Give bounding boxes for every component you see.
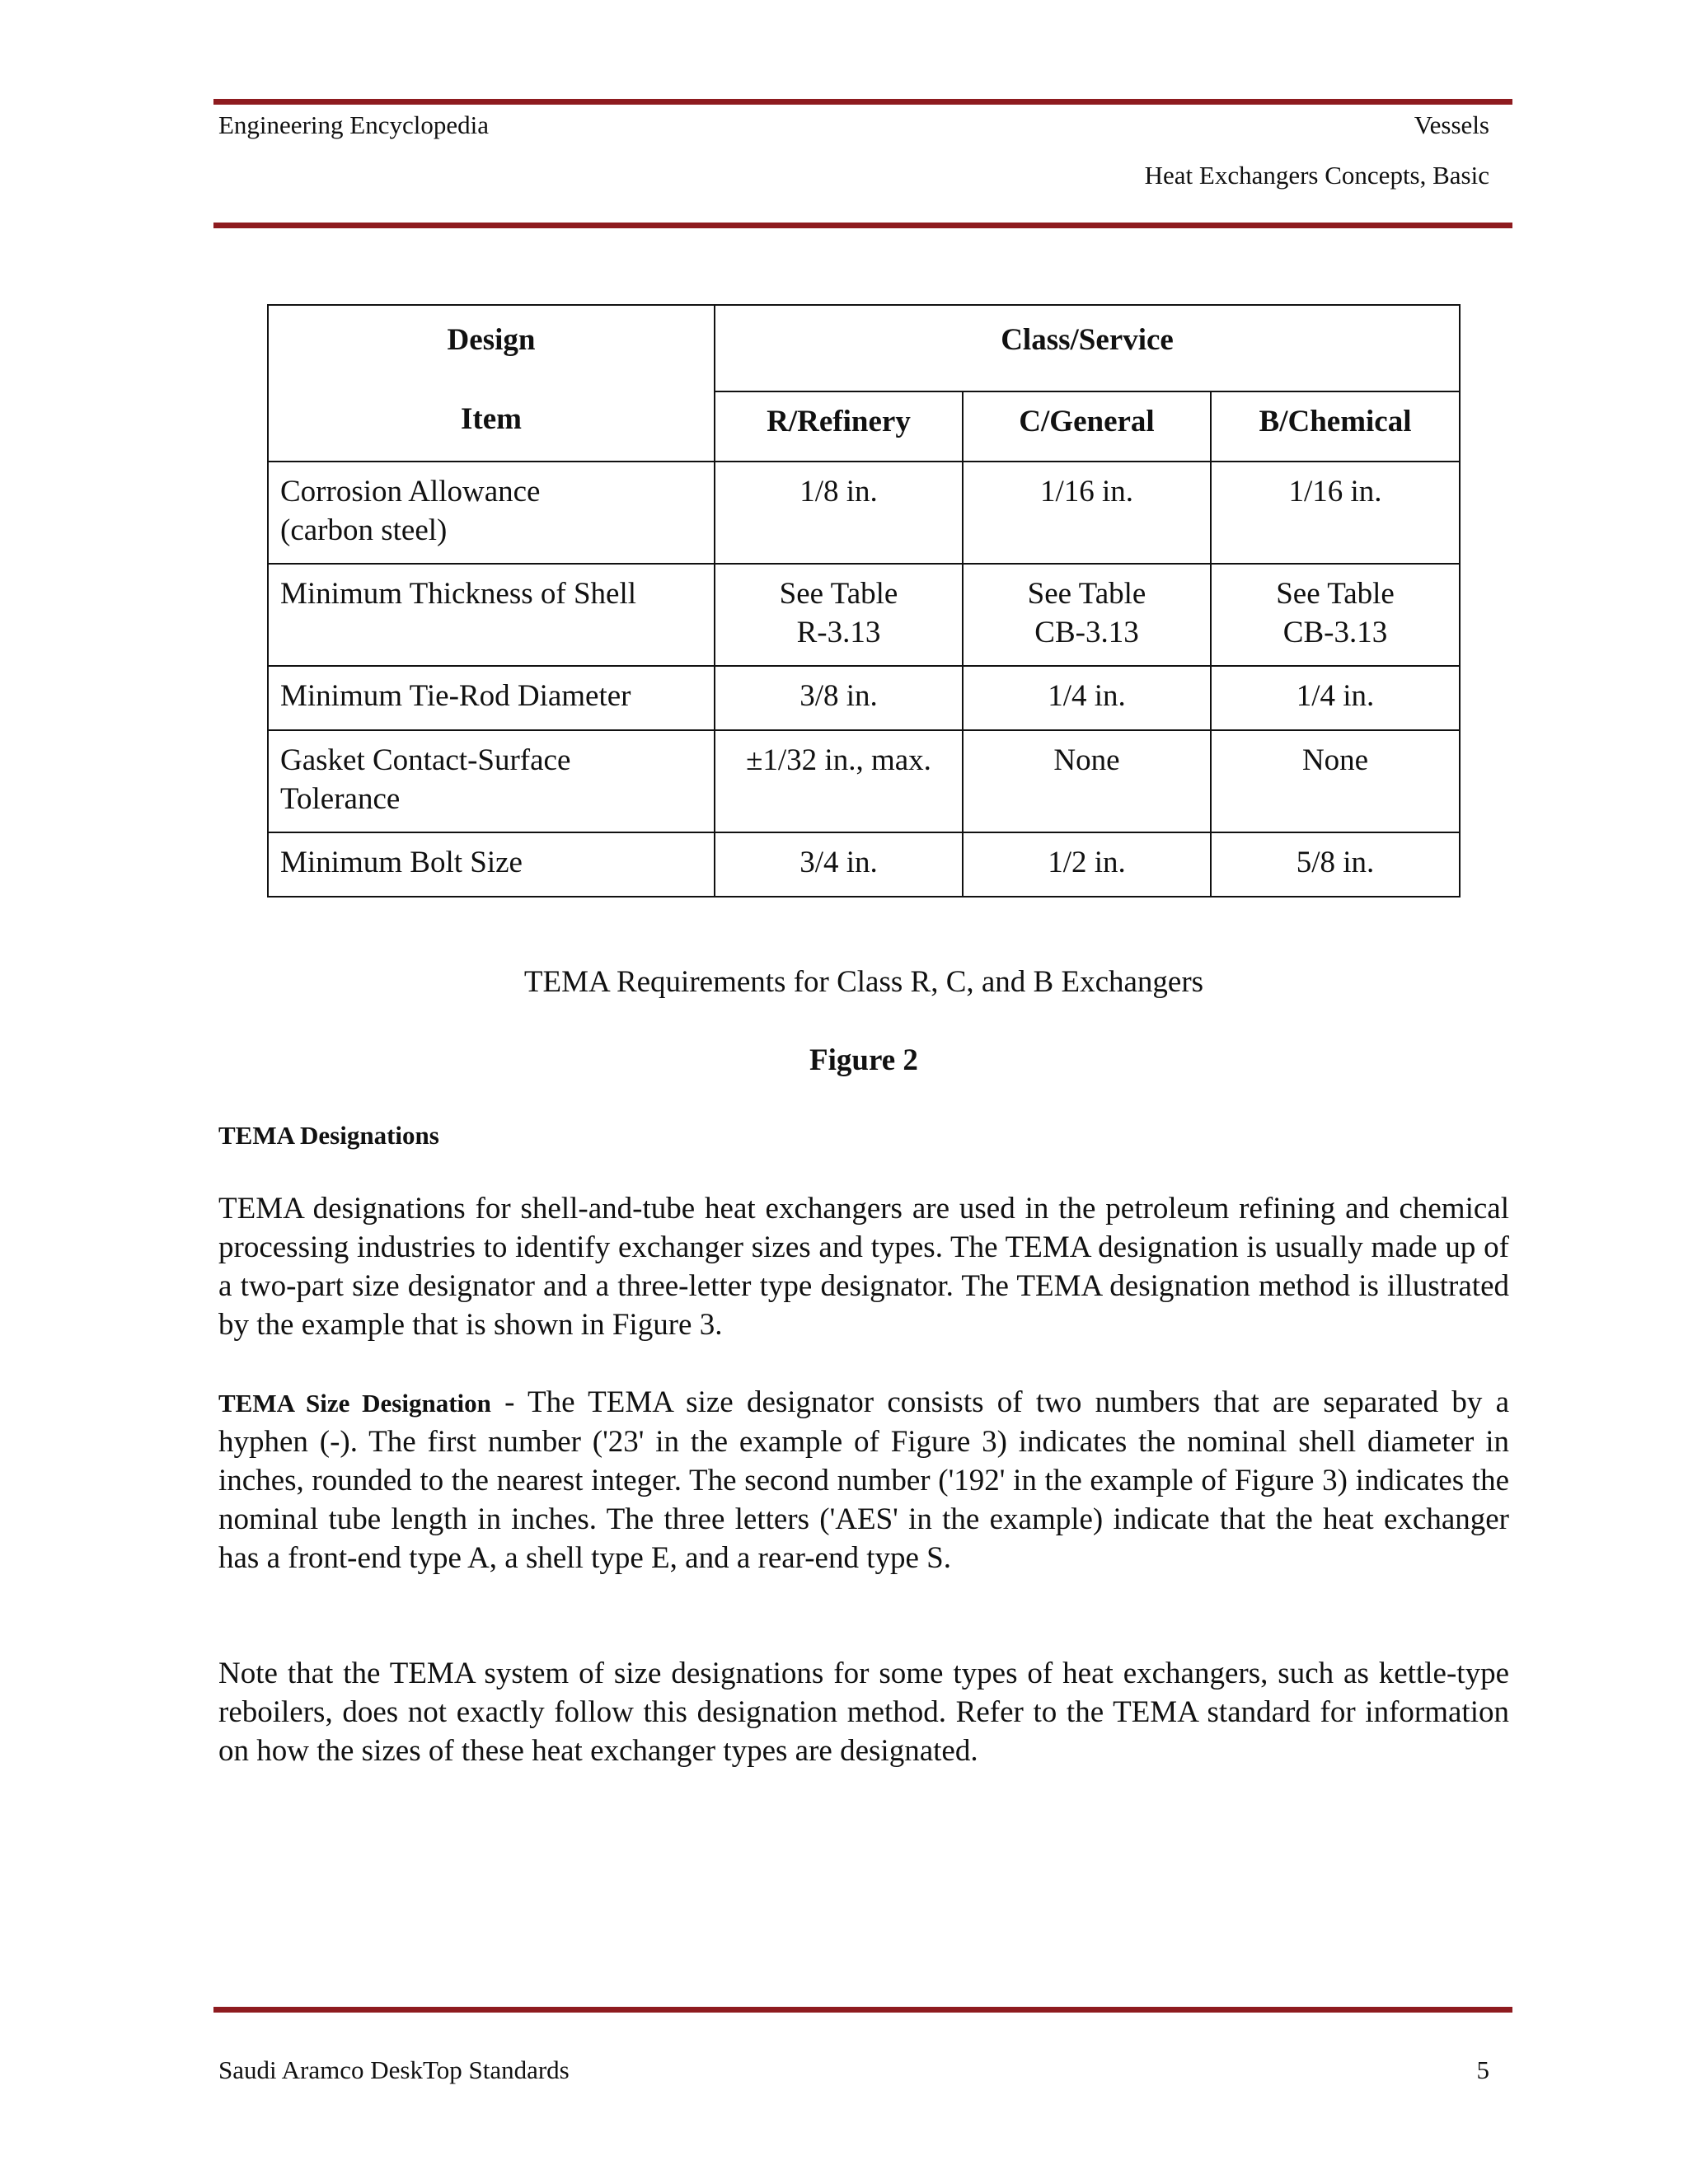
header-rule-bottom — [213, 223, 1512, 228]
header-design-item — [268, 305, 715, 462]
row-item: Corrosion Allowance (carbon steel) — [268, 462, 715, 564]
page-number: 5 — [1476, 2055, 1489, 2084]
tema-requirements-table — [267, 304, 1461, 898]
header-right-line1: Vessels — [1414, 110, 1489, 139]
table-row — [268, 564, 1460, 666]
row-value-b: See Table CB-3.13 — [1211, 564, 1460, 666]
row-item: Minimum Tie-Rod Diameter — [268, 666, 715, 730]
row-value-r: 1/8 in. — [715, 462, 963, 564]
footer-rule — [213, 2007, 1512, 2013]
header-r-refinery: R/Refinery — [715, 391, 963, 462]
header-b-chemical: B/Chemical — [1211, 391, 1460, 462]
header-design: Design — [447, 323, 536, 357]
row-value-r: 3/8 in. — [715, 666, 963, 730]
header-item: Item — [461, 402, 522, 436]
row-value-b: 5/8 in. — [1211, 832, 1460, 897]
row-value-r: ±1/32 in., max. — [715, 730, 963, 832]
row-value-b: 1/4 in. — [1211, 666, 1460, 730]
paragraph-2 — [218, 1383, 1509, 1577]
footer-left: Saudi Aramco DeskTop Standards — [218, 2055, 570, 2084]
table-row — [268, 462, 1460, 564]
header-class-service: Class/Service — [715, 305, 1460, 391]
table-row — [268, 730, 1460, 832]
figure-number: Figure 2 — [809, 1043, 918, 1077]
row-value-b: None — [1211, 730, 1460, 832]
row-value-b: 1/16 in. — [1211, 462, 1460, 564]
row-value-c: None — [963, 730, 1211, 832]
paragraph-1: TEMA designations for shell-and-tube heat exchangers are used in the petroleum refining and chemical processing industries to identify exchanger sizes and types. The TEMA designation is usually made up of a two-part size designator and a three-letter type designator. The TEMA designation method is illustrated by the example that is shown in Figure 3. — [218, 1192, 1509, 1342]
paragraph-2-body: - The TEMA size designator consists of two numbers that are separated by a hyphen (-). The first number ('23' in the example of Figure 3) indicates the nominal shell diameter in inches, rounded to the nearest integer. The second number ('192' in the example of Figure 3) indicates the nominal tube length in inches. The three letters ('AES' in the example) indicate that the heat exchanger has a front-end type A, a shell type E, and a rear-end type S. — [218, 1385, 1509, 1575]
header-rule-top — [213, 99, 1512, 105]
header-left: Engineering Encyclopedia — [218, 110, 489, 139]
row-item: Minimum Bolt Size — [268, 832, 715, 897]
row-value-c: 1/16 in. — [963, 462, 1211, 564]
paragraph-3: Note that the TEMA system of size designations for some types of heat exchangers, such as kettle-type reboilers, does not exactly follow this designation method. Refer to the TEMA standard for information on how the sizes of these heat exchanger types are designated. — [218, 1657, 1509, 1768]
row-value-c: See Table CB-3.13 — [963, 564, 1211, 666]
figure-caption: TEMA Requirements for Class R, C, and B Exchangers — [523, 965, 1204, 999]
header-c-general: C/General — [963, 391, 1211, 462]
table-row — [268, 666, 1460, 730]
header-right-line2: Heat Exchangers Concepts, Basic — [1144, 161, 1489, 190]
section-title: TEMA Designations — [218, 1121, 439, 1150]
row-item: Gasket Contact-Surface Tolerance — [268, 730, 715, 832]
row-value-r: 3/4 in. — [715, 832, 963, 897]
row-value-r: See Table R-3.13 — [715, 564, 963, 666]
table-row — [268, 832, 1460, 897]
size-designation-heading: TEMA Size Designation — [218, 1389, 491, 1418]
row-value-c: 1/4 in. — [963, 666, 1211, 730]
row-item: Minimum Thickness of Shell — [268, 564, 715, 666]
row-value-c: 1/2 in. — [963, 832, 1211, 897]
